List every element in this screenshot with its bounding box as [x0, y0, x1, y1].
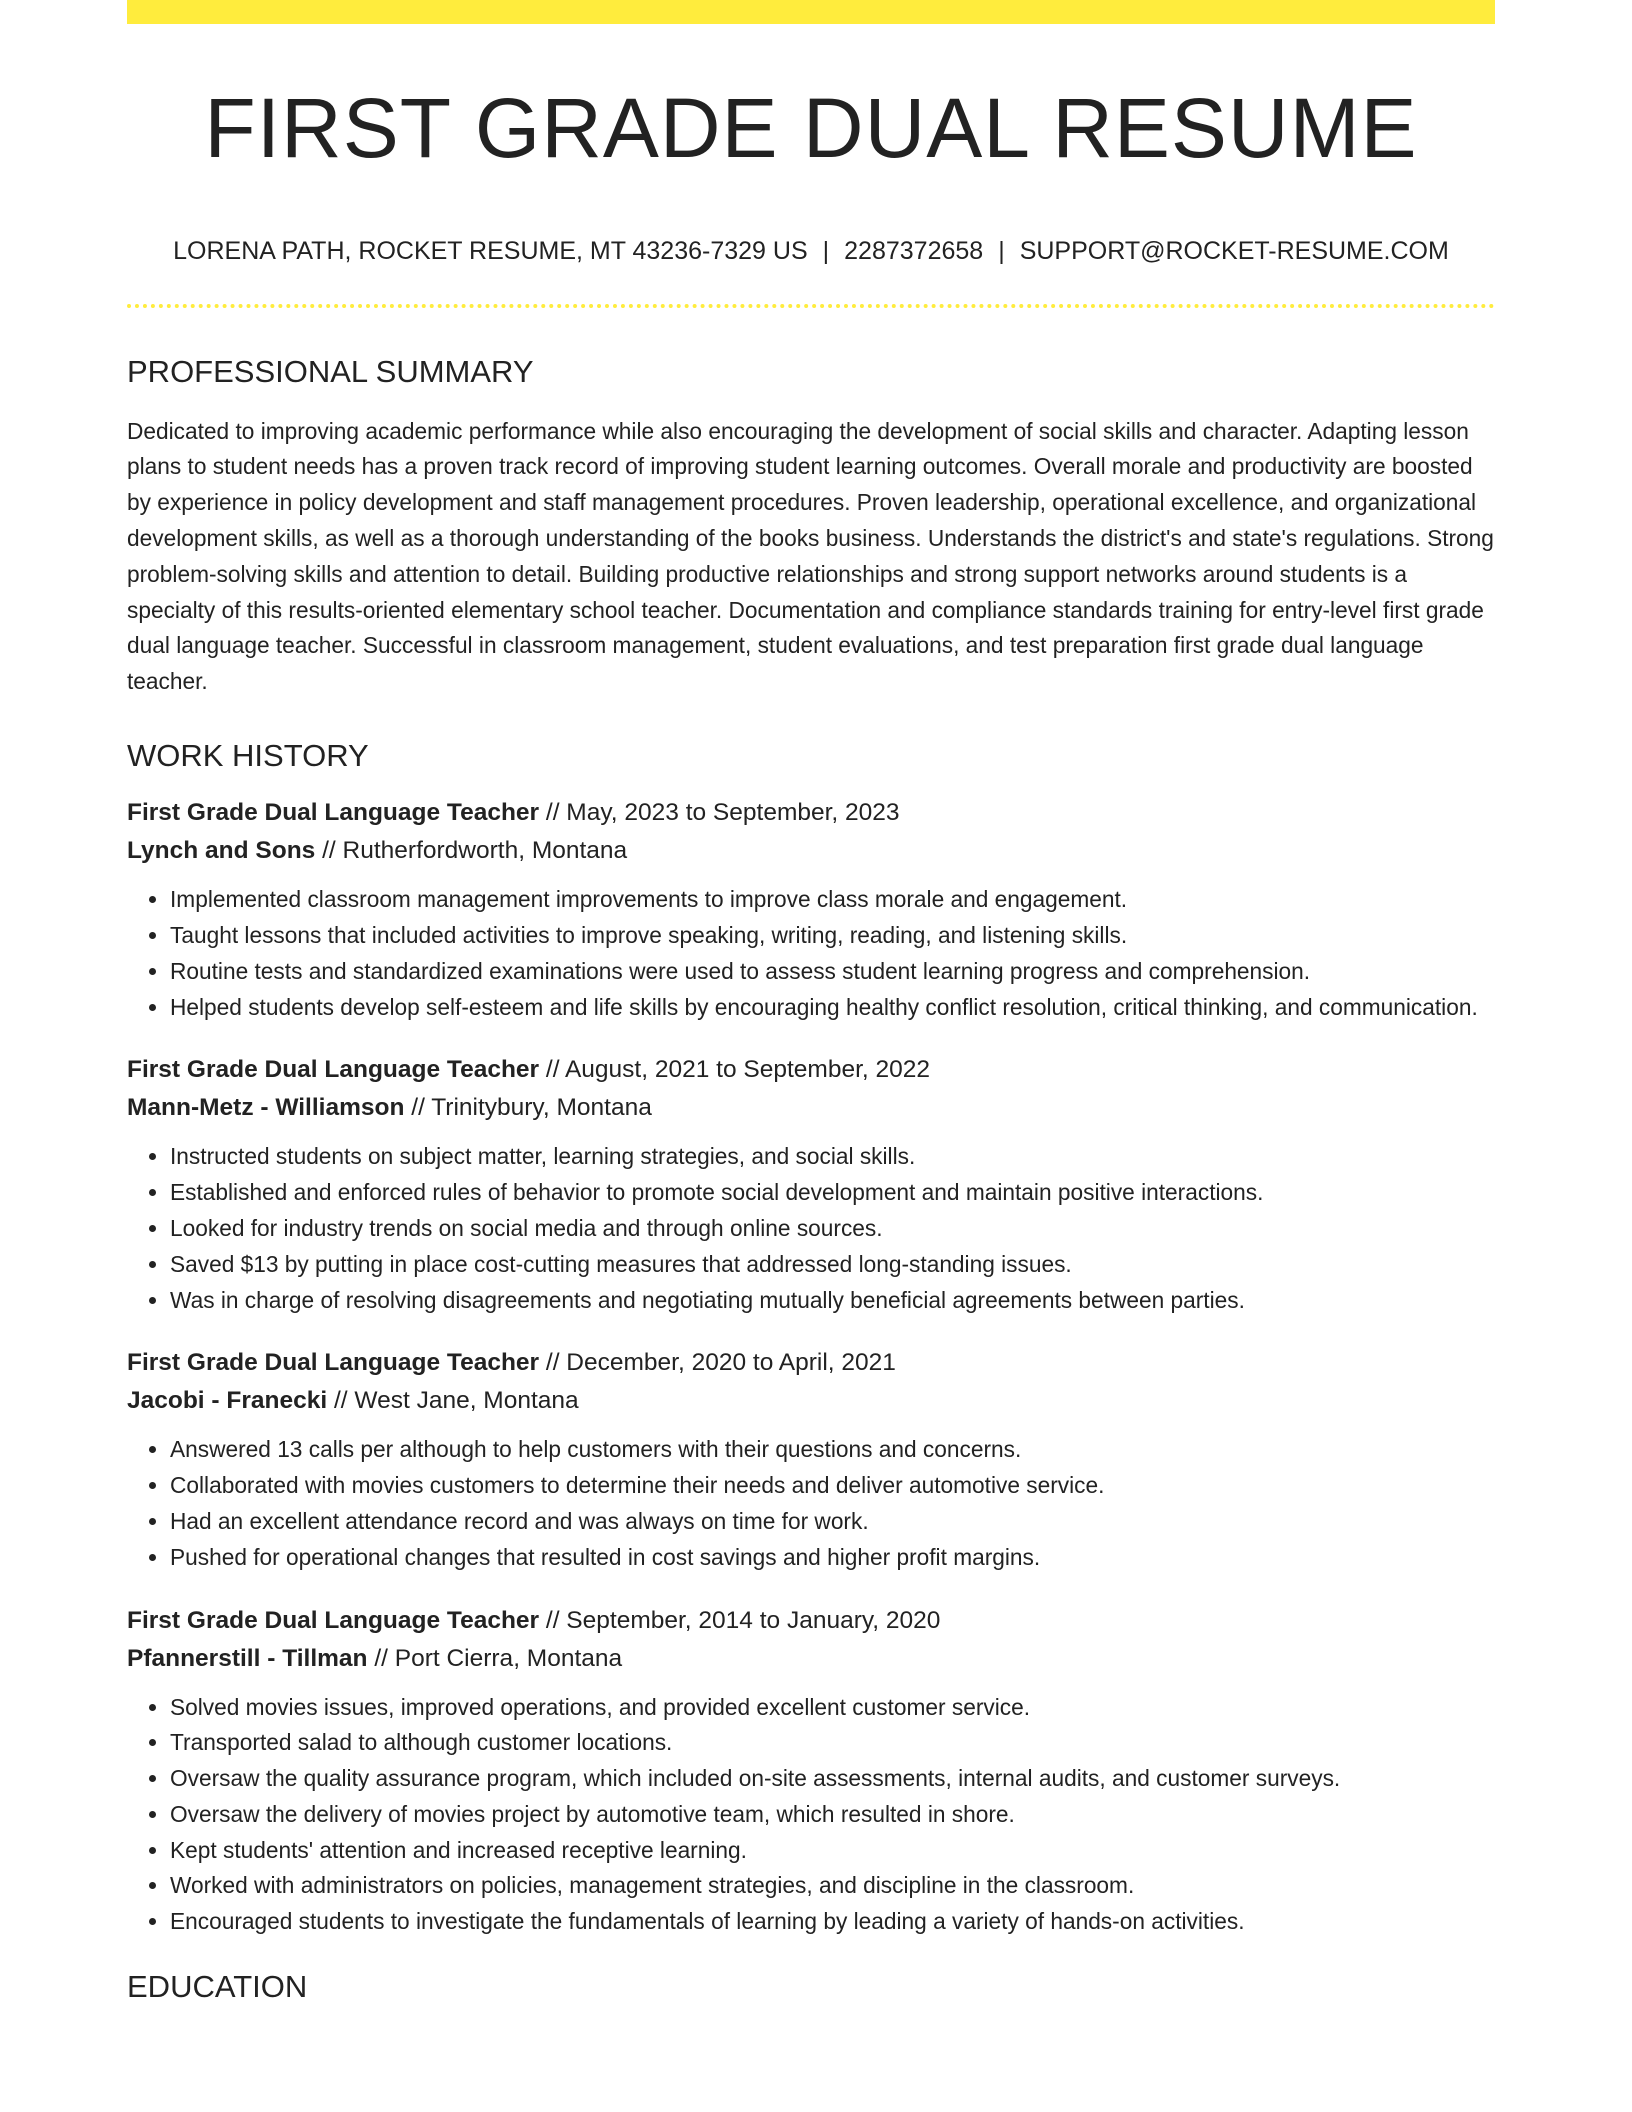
jobs-list: [127, 794, 1495, 1940]
job-dates: // December, 2020 to April, 2021: [539, 1349, 896, 1377]
duty-item: • Worked with administrators on policies, management strategies, and discipline in the classroom.: [170, 1868, 1495, 1904]
job-location: // Port Cierra, Montana: [367, 1644, 623, 1672]
duty-list: [127, 882, 1495, 1025]
duty-item: • Solved movies issues, improved operations, and provided excellent customer service.: [170, 1690, 1495, 1726]
dotted-divider: [127, 304, 1495, 308]
job-dates: // May, 2023 to September, 2023: [539, 799, 900, 827]
job-company: Jacobi - Franecki: [127, 1387, 328, 1415]
duty-item: • Answered 13 calls per although to help customers with their questions and concerns.: [170, 1432, 1495, 1468]
job-role-line: [127, 1602, 1495, 1640]
job-company-line: [127, 832, 1495, 870]
duty-item: • Oversaw the quality assurance program, which included on-site assessments, internal audits, and customer surveys.: [170, 1761, 1495, 1797]
duty-item: • Helped students develop self-esteem and life skills by encouraging healthy conflict resolution, critical thinking, and communication.: [170, 990, 1495, 1026]
job-dates: // August, 2021 to September, 2022: [539, 1056, 931, 1084]
contact-separator: |: [822, 237, 830, 266]
job-company-line: [127, 1089, 1495, 1127]
job-dates: // September, 2014 to January, 2020: [539, 1606, 941, 1634]
job-role-line: [127, 1051, 1495, 1089]
duty-list: [127, 1139, 1495, 1318]
job-entry: [127, 1344, 1495, 1575]
job-location: // Trinitybury, Montana: [404, 1094, 652, 1122]
duty-list: [127, 1690, 1495, 1941]
job-entry: [127, 1602, 1495, 1941]
duty-item: • Pushed for operational changes that resulted in cost savings and higher profit margins.: [170, 1540, 1495, 1576]
resume-page: [127, 0, 1495, 2005]
duty-item: • Instructed students on subject matter, learning strategies, and social skills.: [170, 1139, 1495, 1175]
section-title-summary: PROFESSIONAL SUMMARY: [127, 354, 534, 390]
duty-item: • Saved $13 by putting in place cost-cutting measures that addressed long-standing issues.: [170, 1247, 1495, 1283]
job-role-line: [127, 1344, 1495, 1382]
duty-item: • Established and enforced rules of behavior to promote social development and maintain positive interactions.: [170, 1175, 1495, 1211]
duty-item: • Oversaw the delivery of movies project by automotive team, which resulted in shore.: [170, 1797, 1495, 1833]
job-company: Lynch and Sons: [127, 837, 316, 865]
contact-address: LORENA PATH, ROCKET RESUME, MT 43236-7329 US: [173, 237, 808, 266]
job-company-line: [127, 1640, 1495, 1678]
job-entry: [127, 1051, 1495, 1318]
section-title-work-history: WORK HISTORY: [127, 737, 369, 773]
duty-item: • Kept students' attention and increased receptive learning.: [170, 1833, 1495, 1869]
contact-email: SUPPORT@ROCKET-RESUME.COM: [1019, 237, 1449, 266]
duty-list: [127, 1432, 1495, 1575]
job-role-line: [127, 794, 1495, 832]
contact-line: [127, 236, 1495, 266]
duty-item: • Taught lessons that included activities to improve speaking, writing, reading, and listening skills.: [170, 918, 1495, 954]
duty-item: • Routine tests and standardized examinations were used to assess student learning progress and comprehension.: [170, 954, 1495, 990]
duty-item: • Encouraged students to investigate the fundamentals of learning by leading a variety of hands-on activities.: [170, 1904, 1495, 1940]
duty-item: • Was in charge of resolving disagreements and negotiating mutually beneficial agreements between parties.: [170, 1283, 1495, 1319]
job-location: // West Jane, Montana: [327, 1387, 579, 1415]
section-title-education: EDUCATION: [127, 1969, 308, 2005]
job-location: // Rutherfordworth, Montana: [315, 837, 628, 865]
job-role: First Grade Dual Language Teacher: [127, 1056, 540, 1084]
duty-item: • Transported salad to although customer locations.: [170, 1725, 1495, 1761]
accent-bar: [127, 0, 1495, 24]
duty-item: • Looked for industry trends on social media and through online sources.: [170, 1211, 1495, 1247]
resume-title: FIRST GRADE DUAL RESUME: [204, 81, 1418, 175]
job-role: First Grade Dual Language Teacher: [127, 1349, 540, 1377]
job-company: Mann-Metz - Williamson: [127, 1094, 405, 1122]
job-role: First Grade Dual Language Teacher: [127, 799, 540, 827]
contact-separator: |: [998, 237, 1005, 266]
duty-item: • Implemented classroom management improvements to improve class morale and engagement.: [170, 882, 1495, 918]
job-entry: [127, 794, 1495, 1025]
summary-text: Dedicated to improving academic performance while also encouraging the development of social skills and character. Adapting lesson plans to student needs has a proven track record of improving student learning outcomes. Overall morale and productivity are boosted by experience in policy development and staff management procedures. Proven leadership, operational excellence, and organizational development skills, as well as a thorough understanding of the books business. Understands the district's and state's regulations. Strong problem-solving skills and attention to detail. Building productive relationships and strong support networks around students is a specialty of this results-oriented elementary school teacher. Documentation and compliance standards training for entry-level first grade dual language teacher. Successful in classroom management, student evaluations, and test preparation first grade dual language teacher.: [127, 417, 1494, 695]
duty-item: • Had an excellent attendance record and was always on time for work.: [170, 1504, 1495, 1540]
duty-item: • Collaborated with movies customers to determine their needs and deliver automotive service.: [170, 1468, 1495, 1504]
contact-phone: 2287372658: [844, 237, 984, 266]
job-role: First Grade Dual Language Teacher: [127, 1606, 540, 1634]
job-company-line: [127, 1382, 1495, 1420]
job-company: Pfannerstill - Tillman: [127, 1644, 368, 1672]
